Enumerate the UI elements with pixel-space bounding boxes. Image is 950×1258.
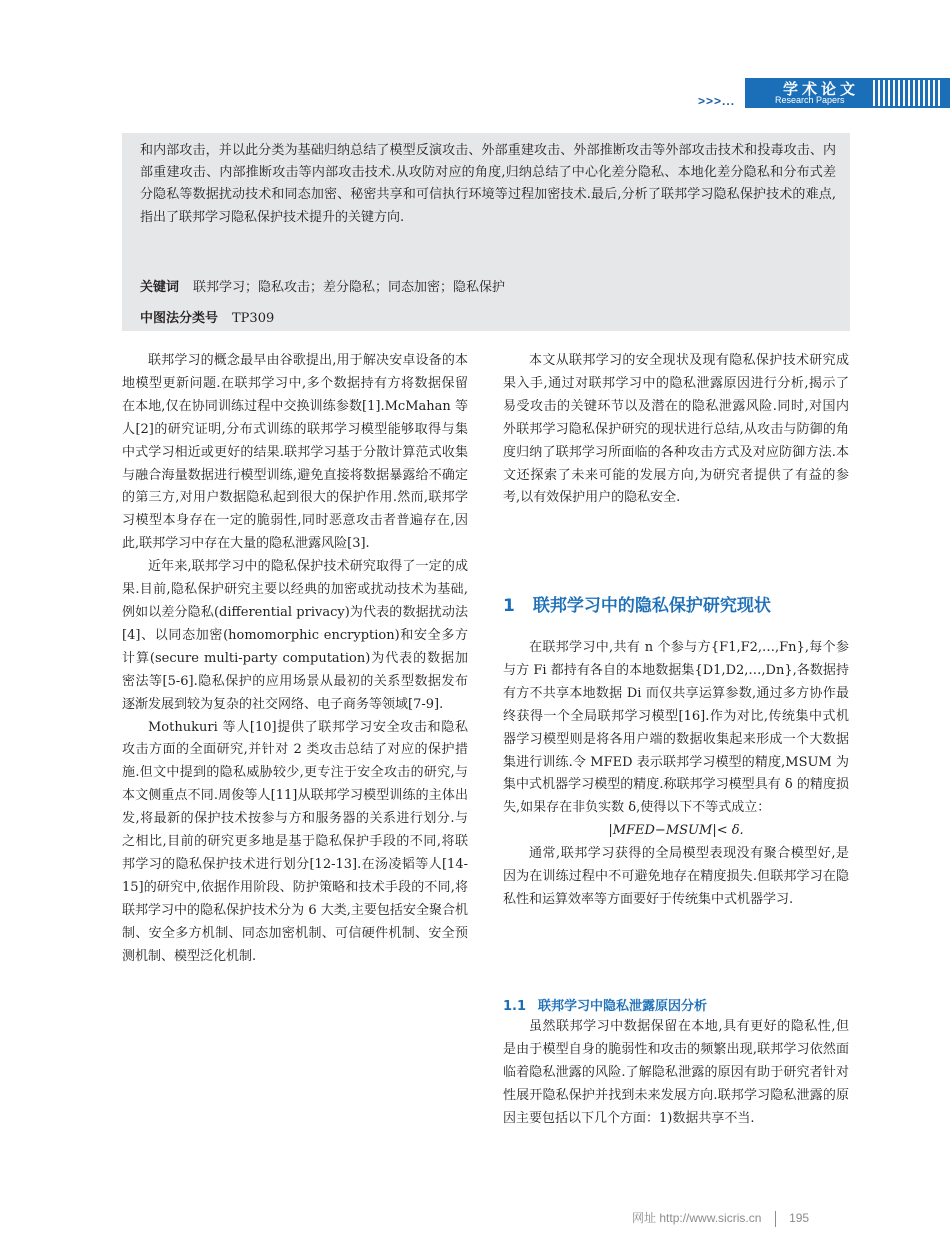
section-heading-1-1 bbox=[503, 995, 707, 1014]
section-title: 联邦学习中的隐私保护研究现状 bbox=[532, 596, 771, 616]
clc-code: TP309 bbox=[232, 311, 275, 326]
paragraph: 在联邦学习中,共有 n 个参与方{F1,F2,…,Fn},每个参与方 Fi 都持有各自的本地数据集{D1,D2,…,Dn},各数据持有方不共享本地数据 Di 而仅共享运算参数,通过多方协作最终获得一个全局联邦学习模型[16].作为对比,传统集中式机器学习模型则是将各用户端的数据收集起来形成一个大数据集进行训练.令 MFED 表示联邦学习模型的精度,MSUM 为集中式机器学习模型的精度.称联邦学习模型具有 δ 的精度损失,如果存在非负实数 δ,使得以下不等式成立： bbox=[503, 640, 849, 816]
section-heading-1 bbox=[503, 591, 771, 616]
keywords-label: 关键词 bbox=[140, 280, 180, 295]
paragraph: 通常,联邦学习获得的全局模型表现没有聚合模型好,是因为在训练过程中不可避免地存在精度损失.但联邦学习在隐私性和运算效率等方面要好于传统集中式机器学习. bbox=[503, 846, 849, 907]
keywords-line bbox=[140, 276, 505, 295]
abstract-text: 和内部攻击，并以此分类为基础归纳总结了模型反演攻击、外部重建攻击、外部推断攻击等外部攻击技术和投毒攻击、内部重建攻击、内部推断攻击等内部攻击技术.从攻防对应的角度,归纳总结了中心化差分隐私、本地化差分隐私和分布式差分隐私等数据扰动技术和同态加密、秘密共享和可信执行环境等过程加密技术.最后,分析了联邦学习隐私保护技术的难点,指出了联邦学习隐私保护技术提升的关键方向. bbox=[140, 143, 836, 225]
paragraph: 近年来,联邦学习中的隐私保护技术研究取得了一定的成果.目前,隐私保护研究主要以经典的加密或扰动技术为基础,例如以差分隐私(differential privacy)为代表的数据扰动法[4]、以同态加密(homomorphic encryption)和安全多方计算(secure multi-party computation)为代表的数据加密法等[5-6].隐私保护的应用场景从最初的关系型数据发布逐渐发展到较为复杂的社交网络、电子商务等领域[7-9]. bbox=[122, 559, 468, 712]
section-title-zh: 学术论文 bbox=[783, 80, 860, 98]
footer-url[interactable]: http://www.sicris.cn bbox=[659, 1211, 762, 1225]
section-title: 联邦学习中隐私泄露原因分析 bbox=[538, 999, 708, 1014]
clc-line bbox=[140, 307, 274, 326]
section1-body bbox=[503, 637, 849, 912]
paragraph: Mothukuri 等人[10]提供了联邦学习安全攻击和隐私攻击方面的全面研究,并针对 2 类攻击总结了对应的保护措施.但文中提到的隐私威胁较少,更专注于安全攻击的研究,与本文侧重点不同.周俊等人[11]从联邦学习模型训练的主体出发,将最新的保护技术按参与方和服务器的关系进行划分.与之相比,目前的研究更多地是基于隐私保护手段的不同,将联邦学习的隐私保护技术进行划分[12-13].在汤凌韬等人[14-15]的研究中,依据作用阶段、防护策略和技术手段的不同,将联邦学习中的隐私保护技术分为 6 大类,主要包括安全聚合机制、安全多方机制、同态加密机制、可信硬件机制、安全预测机制、模型泛化机制. bbox=[122, 719, 468, 964]
section-title-en: Research Papers bbox=[775, 95, 845, 105]
footer-divider bbox=[775, 1211, 776, 1227]
keywords: 联邦学习；隐私攻击；差分隐私；同态加密；隐私保护 bbox=[193, 280, 506, 295]
footer-label: 网址 bbox=[632, 1211, 657, 1225]
section-banner bbox=[745, 78, 950, 108]
page-number: 195 bbox=[789, 1211, 810, 1225]
section11-body bbox=[503, 1016, 849, 1131]
left-column bbox=[122, 350, 468, 968]
paragraph: 联邦学习的概念最早由谷歌提出,用于解决安卓设备的本地模型更新问题.在联邦学习中,多个数据持有方将数据保留在本地,仅在协同训练过程中交换训练参数[1].McMahan 等人[2]的研究证明,分布式训练的联邦学习模型能够取得与集中式学习相近或更好的结果.联邦学习基于分散计算范式收集与融合海量数据进行模型训练,避免直接将数据暴露给不确定的第三方,对用户数据隐私起到很大的保护作用.然而,联邦学习模型本身存在一定的脆弱性,同时恶意攻击者普遍存在,因此,联邦学习中存在大量的隐私泄露风险[3]. bbox=[122, 353, 468, 552]
right-column-intro bbox=[503, 350, 849, 510]
banner-stripes bbox=[873, 80, 941, 106]
paragraph: 本文从联邦学习的安全现状及现有隐私保护技术研究成果入手,通过对联邦学习中的隐私泄露原因进行分析,揭示了易受攻击的关键环节以及潜在的隐私泄露风险.同时,对国内外联邦学习隐私保护研究的现状进行总结,从攻击与防御的角度归纳了联邦学习所面临的各种攻击方式及对应防御方法.本文还探索了未来可能的发展方向,为研究者提供了有益的参考,以有效保护用户的隐私安全. bbox=[503, 353, 849, 506]
formula: |MFED−MSUM|< δ. bbox=[608, 823, 744, 839]
section-number: 1 bbox=[503, 596, 515, 616]
clc-label: 中图法分类号 bbox=[140, 311, 219, 326]
section-number: 1.1 bbox=[503, 999, 527, 1014]
page-footer bbox=[632, 1209, 809, 1227]
paragraph: 虽然联邦学习中数据保留在本地,具有更好的隐私性,但是由于模型自身的脆弱性和攻击的频繁出现,联邦学习依然面临着隐私泄露的风险.了解隐私泄露的原因有助于研究者针对性展开隐私保护并找到未来发展方向.联邦学习隐私泄露的原因主要包括以下几个方面：1)数据共享不当. bbox=[503, 1019, 849, 1126]
header-arrows: >>>... bbox=[698, 94, 736, 108]
